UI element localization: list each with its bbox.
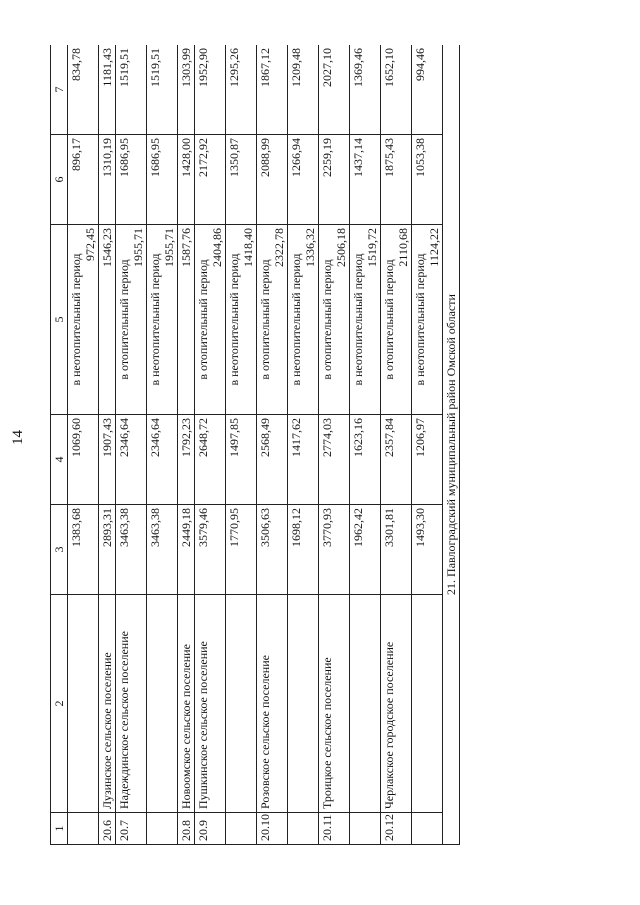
value-col-5 [178, 225, 195, 415]
table-viewport [50, 45, 555, 845]
period-label: в неотопительный период [148, 253, 162, 386]
period-label: в отопительный период [196, 259, 210, 380]
settlement-name: Новоомское сельское поселение [178, 595, 195, 813]
period-label: в неотопительный период [351, 253, 365, 386]
period-label: в неотопительный период [289, 253, 303, 386]
column-header: 2 [51, 595, 68, 813]
table-row [178, 45, 195, 845]
column-header: 6 [51, 135, 68, 225]
value-col-6: 1266,94 [288, 135, 319, 225]
rotated-table-container [50, 45, 555, 845]
value-col-5 [350, 225, 381, 415]
header-row [51, 45, 68, 845]
value-col-7: 994,46 [412, 45, 443, 135]
value-col-4: 1417,62 [288, 415, 319, 505]
settlement-name [226, 595, 257, 813]
value-col-5-number: 1587,76 [179, 228, 193, 267]
value-col-5 [147, 225, 178, 415]
value-col-5 [116, 225, 147, 415]
period-label: в неотопительный период [413, 253, 427, 386]
value-col-6: 1350,87 [226, 135, 257, 225]
table-row [412, 45, 443, 845]
value-col-4: 1907,43 [99, 415, 116, 505]
value-col-5 [99, 225, 116, 415]
value-col-3: 1698,12 [288, 505, 319, 595]
period-label: в неотопительный период [69, 253, 83, 386]
value-col-4: 2568,49 [257, 415, 288, 505]
value-col-5 [288, 225, 319, 415]
row-number [412, 813, 443, 845]
value-col-4: 1792,23 [178, 415, 195, 505]
settlement-name [147, 595, 178, 813]
page-number: 14 [10, 430, 26, 445]
value-col-5 [381, 225, 412, 415]
column-header: 1 [51, 813, 68, 845]
settlement-name [288, 595, 319, 813]
value-col-5-number: 1955,71 [162, 228, 176, 267]
tariff-table [50, 45, 460, 845]
value-col-3: 3770,93 [319, 505, 350, 595]
value-col-6: 1053,38 [412, 135, 443, 225]
value-col-3: 1962,42 [350, 505, 381, 595]
value-col-6: 2088,99 [257, 135, 288, 225]
value-col-5-number: 1546,23 [100, 228, 114, 267]
value-col-5 [412, 225, 443, 415]
value-col-3: 3506,63 [257, 505, 288, 595]
value-col-5 [257, 225, 288, 415]
value-col-7: 1867,12 [257, 45, 288, 135]
row-number: 20.12 [381, 813, 412, 845]
settlement-name: Розовское сельское поселение [257, 595, 288, 813]
settlement-name: Троицкое сельское поселение [319, 595, 350, 813]
value-col-4: 2346,64 [147, 415, 178, 505]
value-col-4: 2357,84 [381, 415, 412, 505]
row-number [350, 813, 381, 845]
column-header: 5 [51, 225, 68, 415]
period-label: в отопительный период [258, 259, 272, 380]
table-row [116, 45, 147, 845]
period-label: в отопительный период [117, 259, 131, 380]
table-row [195, 45, 226, 845]
value-col-5-number: 2322,78 [272, 228, 286, 267]
value-col-5-number: 1418,40 [241, 228, 255, 267]
value-col-7: 1295,26 [226, 45, 257, 135]
table-row [350, 45, 381, 845]
settlement-name [412, 595, 443, 813]
section-title: 21. Павлоградский муниципальный район Омской области [443, 45, 460, 845]
column-header: 4 [51, 415, 68, 505]
value-col-5 [68, 225, 99, 415]
table-row [226, 45, 257, 845]
value-col-3: 2893,31 [99, 505, 116, 595]
value-col-6: 1686,95 [116, 135, 147, 225]
value-col-4: 1497,85 [226, 415, 257, 505]
value-col-3: 2449,18 [178, 505, 195, 595]
value-col-5 [195, 225, 226, 415]
value-col-4: 2774,03 [319, 415, 350, 505]
value-col-3: 3463,38 [116, 505, 147, 595]
value-col-3: 1770,95 [226, 505, 257, 595]
value-col-3: 3579,46 [195, 505, 226, 595]
value-col-6: 1310,19 [99, 135, 116, 225]
value-col-7: 1303,99 [178, 45, 195, 135]
row-number: 20.7 [116, 813, 147, 845]
value-col-6: 2172,92 [195, 135, 226, 225]
value-col-7: 1181,43 [99, 45, 116, 135]
settlement-name: Лузинское сельское поселение [99, 595, 116, 813]
row-number: 20.10 [257, 813, 288, 845]
value-col-7: 1519,51 [147, 45, 178, 135]
value-col-5-number: 2110,68 [396, 228, 410, 267]
value-col-6: 2259,19 [319, 135, 350, 225]
row-number [147, 813, 178, 845]
value-col-5 [226, 225, 257, 415]
value-col-3: 3301,81 [381, 505, 412, 595]
row-number [68, 813, 99, 845]
column-header: 3 [51, 505, 68, 595]
value-col-7: 834,78 [68, 45, 99, 135]
value-col-6: 1875,43 [381, 135, 412, 225]
table-row [257, 45, 288, 845]
value-col-3: 3463,38 [147, 505, 178, 595]
value-col-3: 1383,68 [68, 505, 99, 595]
value-col-4: 2648,72 [195, 415, 226, 505]
value-col-5 [319, 225, 350, 415]
table-row [99, 45, 116, 845]
value-col-4: 2346,64 [116, 415, 147, 505]
value-col-7: 1209,48 [288, 45, 319, 135]
table-row [288, 45, 319, 845]
section-row [443, 45, 460, 845]
row-number: 20.11 [319, 813, 350, 845]
value-col-5-number: 2404,86 [210, 228, 224, 267]
value-col-4: 1069,60 [68, 415, 99, 505]
value-col-7: 1652,10 [381, 45, 412, 135]
value-col-7: 1519,51 [116, 45, 147, 135]
value-col-3: 1493,30 [412, 505, 443, 595]
value-col-6: 1428,00 [178, 135, 195, 225]
row-number: 20.8 [178, 813, 195, 845]
value-col-7: 1952,90 [195, 45, 226, 135]
value-col-4: 1206,97 [412, 415, 443, 505]
value-col-5-number: 1336,32 [303, 228, 317, 267]
settlement-name: Надеждинское сельское поселение [116, 595, 147, 813]
value-col-4: 1623,16 [350, 415, 381, 505]
value-col-5-number: 1519,72 [365, 228, 379, 267]
value-col-7: 1369,46 [350, 45, 381, 135]
row-number [226, 813, 257, 845]
table-row [68, 45, 99, 845]
row-number: 20.9 [195, 813, 226, 845]
value-col-6: 1686,95 [147, 135, 178, 225]
table-row [147, 45, 178, 845]
period-label: в отопительный период [320, 259, 334, 380]
value-col-7: 2027,10 [319, 45, 350, 135]
value-col-6: 1437,14 [350, 135, 381, 225]
column-header: 7 [51, 45, 68, 135]
settlement-name [350, 595, 381, 813]
settlement-name [68, 595, 99, 813]
value-col-5-number: 1124,22 [427, 228, 441, 267]
period-label: в отопительный период [382, 259, 396, 380]
settlement-name: Пушкинское сельское поселение [195, 595, 226, 813]
settlement-name: Черлакское городское поселение [381, 595, 412, 813]
value-col-5-number: 1955,71 [131, 228, 145, 267]
period-label: в неотопительный период [227, 253, 241, 386]
table-row [381, 45, 412, 845]
value-col-6: 896,17 [68, 135, 99, 225]
table-row [319, 45, 350, 845]
value-col-5-number: 972,45 [83, 228, 97, 261]
value-col-5-number: 2506,18 [334, 228, 348, 267]
row-number [288, 813, 319, 845]
row-number: 20.6 [99, 813, 116, 845]
